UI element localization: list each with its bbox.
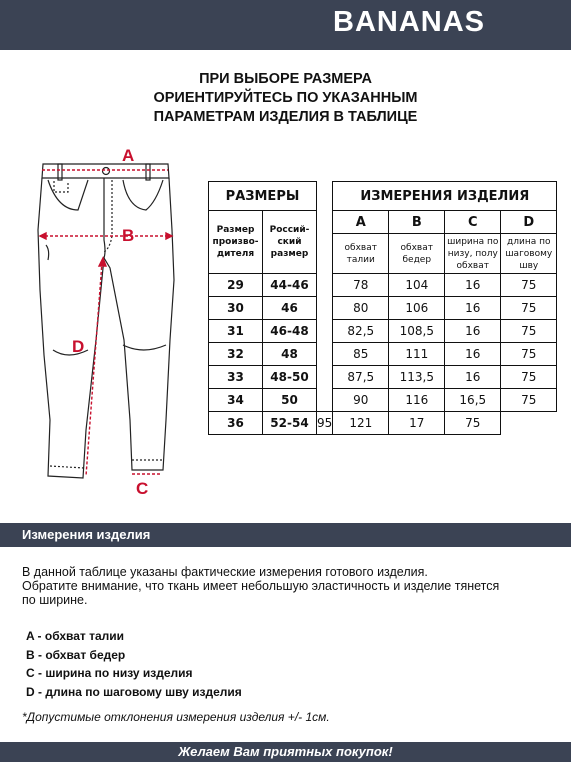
legend-item-a: A - обхват талии (26, 629, 125, 643)
table-cell: 50 (263, 389, 317, 412)
label-b: B (122, 226, 135, 245)
table-cell: 111 (389, 343, 445, 366)
header-text-line: шву (519, 260, 539, 271)
top-banner (0, 0, 571, 50)
table-cell: 48-50 (263, 366, 317, 389)
header-text-line: бедер (402, 254, 432, 265)
table-cell: 75 (501, 274, 557, 297)
measurement-legend (26, 627, 242, 701)
size-table (208, 181, 557, 435)
table-cell: 75 (501, 389, 557, 412)
table-cell: 17 (389, 412, 445, 435)
table-cell: 16 (445, 274, 501, 297)
table-row (209, 320, 557, 343)
table-cell: 29 (209, 274, 263, 297)
header-text-line: Размер (216, 225, 255, 235)
paragraph-line-1: В данной таблице указаны фактические измерения готового изделия. (22, 565, 428, 579)
page-heading (0, 70, 571, 127)
table-cell: 16,5 (445, 389, 501, 412)
sizes-header: РАЗМЕРЫ (209, 182, 317, 211)
table-cell: 95 (317, 412, 333, 435)
heading-line-2: ОРИЕНТИРУЙТЕСЬ ПО УКАЗАННЫМ (153, 90, 418, 106)
table-cell: 34 (209, 389, 263, 412)
desc-d (501, 234, 557, 274)
table-row (209, 343, 557, 366)
heading-line-3: ПАРАМЕТРАМ ИЗДЕЛИЯ В ТАБЛИЦЕ (153, 109, 418, 125)
table-cell: 80 (333, 297, 389, 320)
table-row (209, 412, 557, 435)
size-col-manufacturer (209, 211, 263, 274)
brand-name: BANANAS (333, 6, 485, 38)
table-row (209, 274, 557, 297)
table-cell: 116 (389, 389, 445, 412)
header-text-line: ширина по (447, 236, 499, 247)
section-header-bar (0, 523, 571, 547)
table-cell: 75 (501, 343, 557, 366)
header-text-line: ский (277, 237, 302, 247)
table-cell: 46-48 (263, 320, 317, 343)
table-cell: 85 (333, 343, 389, 366)
desc-b (389, 234, 445, 274)
col-letter-a: A (333, 211, 389, 234)
header-text-line: произво- (212, 237, 259, 247)
header-text-line: низу, полу (447, 248, 498, 259)
paragraph-line-3: по ширине. (22, 593, 88, 607)
table-row (209, 366, 557, 389)
legend-item-d: D - длина по шаговому шву изделия (26, 684, 242, 699)
table-cell: 104 (389, 274, 445, 297)
header-text-line: длина по (507, 236, 551, 247)
table-cell: 31 (209, 320, 263, 343)
table-cell: 16 (445, 366, 501, 389)
pants-diagram (28, 140, 193, 500)
label-d: D (72, 337, 85, 356)
table-cell: 46 (263, 297, 317, 320)
table-cell: 48 (263, 343, 317, 366)
table-cell: 106 (389, 297, 445, 320)
table-cell: 87,5 (333, 366, 389, 389)
table-cell (317, 182, 333, 412)
measurements-header: ИЗМЕРЕНИЯ ИЗДЕЛИЯ (333, 182, 557, 211)
label-c: C (136, 479, 149, 498)
table-cell: 16 (445, 343, 501, 366)
table-cell: 16 (445, 297, 501, 320)
description-paragraph (22, 565, 552, 607)
size-col-russian (263, 211, 317, 274)
table-cell: 113,5 (389, 366, 445, 389)
table-cell: 52-54 (263, 412, 317, 435)
heading-line-1: ПРИ ВЫБОРЕ РАЗМЕРА (199, 71, 372, 87)
header-text-line: талии (346, 254, 375, 265)
table-cell: 36 (209, 412, 263, 435)
table-row (209, 389, 557, 412)
footer-bar (0, 742, 571, 762)
table-cell: 75 (445, 412, 501, 435)
col-letter-b: B (389, 211, 445, 234)
footer-text: Желаем Вам приятных покупок! (178, 744, 393, 759)
label-a: A (122, 146, 135, 165)
table-cell: 121 (333, 412, 389, 435)
table-cell: 108,5 (389, 320, 445, 343)
table-cell: 33 (209, 366, 263, 389)
col-letter-c: C (445, 211, 501, 234)
tolerance-note: *Допустимые отклонения измерения изделия +/- 1см. (22, 710, 330, 724)
header-text-line: Россий- (269, 225, 310, 235)
header-text-line: обхват (344, 242, 377, 253)
legend-item-c: C - ширина по низу изделия (26, 666, 193, 680)
table-cell: 90 (333, 389, 389, 412)
legend-item-b: B - обхват бедер (26, 647, 126, 662)
table-cell: 16 (445, 320, 501, 343)
header-text-line: обхват (456, 260, 489, 271)
section-title: Измерения изделия (22, 527, 151, 542)
table-cell: 75 (501, 320, 557, 343)
paragraph-line-2: Обратите внимание, что ткань имеет небольшую эластичность и изделие тянется (22, 579, 500, 593)
table-cell: 44-46 (263, 274, 317, 297)
header-text-line: обхват (400, 242, 433, 253)
table-cell: 30 (209, 297, 263, 320)
table-row (209, 297, 557, 320)
header-text-line: шаговому (505, 248, 553, 259)
header-text-line: размер (270, 249, 309, 259)
header-text-line: дителя (216, 249, 255, 259)
desc-a (333, 234, 389, 274)
table-cell: 75 (501, 297, 557, 320)
col-letter-d: D (501, 211, 557, 234)
desc-c (445, 234, 501, 274)
table-cell: 78 (333, 274, 389, 297)
table-cell: 32 (209, 343, 263, 366)
table-cell: 82,5 (333, 320, 389, 343)
table-cell: 75 (501, 366, 557, 389)
